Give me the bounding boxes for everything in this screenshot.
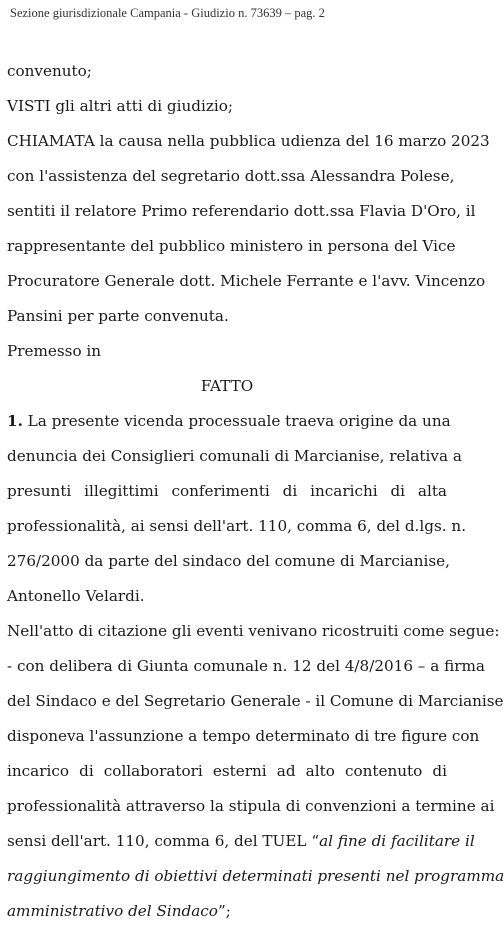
text-line: rappresentante del pubblico ministero in persona del Vice bbox=[7, 237, 456, 255]
text-line: sentiti il relatore Primo referendario dott.ssa Flavia D'Oro, il bbox=[7, 202, 476, 220]
paragraph-first-line bbox=[7, 404, 451, 439]
text-line: del Sindaco e del Segretario Generale - il Comune di Marcianise bbox=[7, 692, 504, 710]
text-line: disponeva l'assunzione a tempo determinato di tre figure con bbox=[7, 727, 480, 745]
text-line-mixed bbox=[7, 894, 447, 929]
paragraph-number: 1. bbox=[7, 412, 23, 430]
section-heading: FATTO bbox=[200, 377, 254, 395]
quoted-italic-text: raggiungimento di obiettivi determinati presenti nel programma bbox=[7, 867, 504, 885]
text-line: La presente vicenda processuale traeva origine da una bbox=[22, 412, 451, 430]
text-line: Antonello Velardi. bbox=[7, 587, 145, 605]
page-header: Sezione giurisdizionale Campania - Giudizio n. 73639 – pag. 2 bbox=[10, 6, 325, 20]
text-line: incarico di collaboratori esterni ad alto contenuto di bbox=[7, 762, 447, 780]
text-line: denuncia dei Consiglieri comunali di Marcianise, relativa a bbox=[7, 447, 462, 465]
text-line: convenuto; bbox=[7, 62, 92, 80]
text-line: VISTI gli altri atti di giudizio; bbox=[7, 97, 233, 115]
text-line: CHIAMATA la causa nella pubblica udienza del 16 marzo 2023 bbox=[7, 132, 490, 150]
text-segment: sensi dell'art. 110, comma 6, del TUEL “ bbox=[7, 832, 320, 850]
text-line-mixed bbox=[7, 824, 475, 859]
text-line: Pansini per parte convenuta. bbox=[7, 307, 229, 325]
text-line: con l'assistenza del segretario dott.ssa Alessandra Polese, bbox=[7, 167, 455, 185]
text-line: presunti illegittimi conferimenti di incarichi di alta bbox=[7, 482, 447, 500]
text-line: Nell'atto di citazione gli eventi venivano ricostruiti come segue: bbox=[7, 622, 500, 640]
text-line: 276/2000 da parte del sindaco del comune di Marcianise, bbox=[7, 552, 450, 570]
text-line: Premesso in bbox=[7, 342, 102, 360]
text-line: - con delibera di Giunta comunale n. 12 del 4/8/2016 – a firma bbox=[7, 657, 485, 675]
text-line: Procuratore Generale dott. Michele Ferrante e l'avv. Vincenzo bbox=[7, 272, 486, 290]
document-body bbox=[7, 54, 504, 929]
text-segment: ”; bbox=[217, 902, 231, 920]
quoted-italic-text: amministrativo del Sindaco bbox=[7, 902, 218, 920]
quoted-italic-text: al fine di facilitare il bbox=[319, 832, 475, 850]
text-line: professionalità, ai sensi dell'art. 110, comma 6, del d.lgs. n. bbox=[7, 517, 467, 535]
text-line: professionalità attraverso la stipula di convenzioni a termine ai bbox=[7, 797, 495, 815]
